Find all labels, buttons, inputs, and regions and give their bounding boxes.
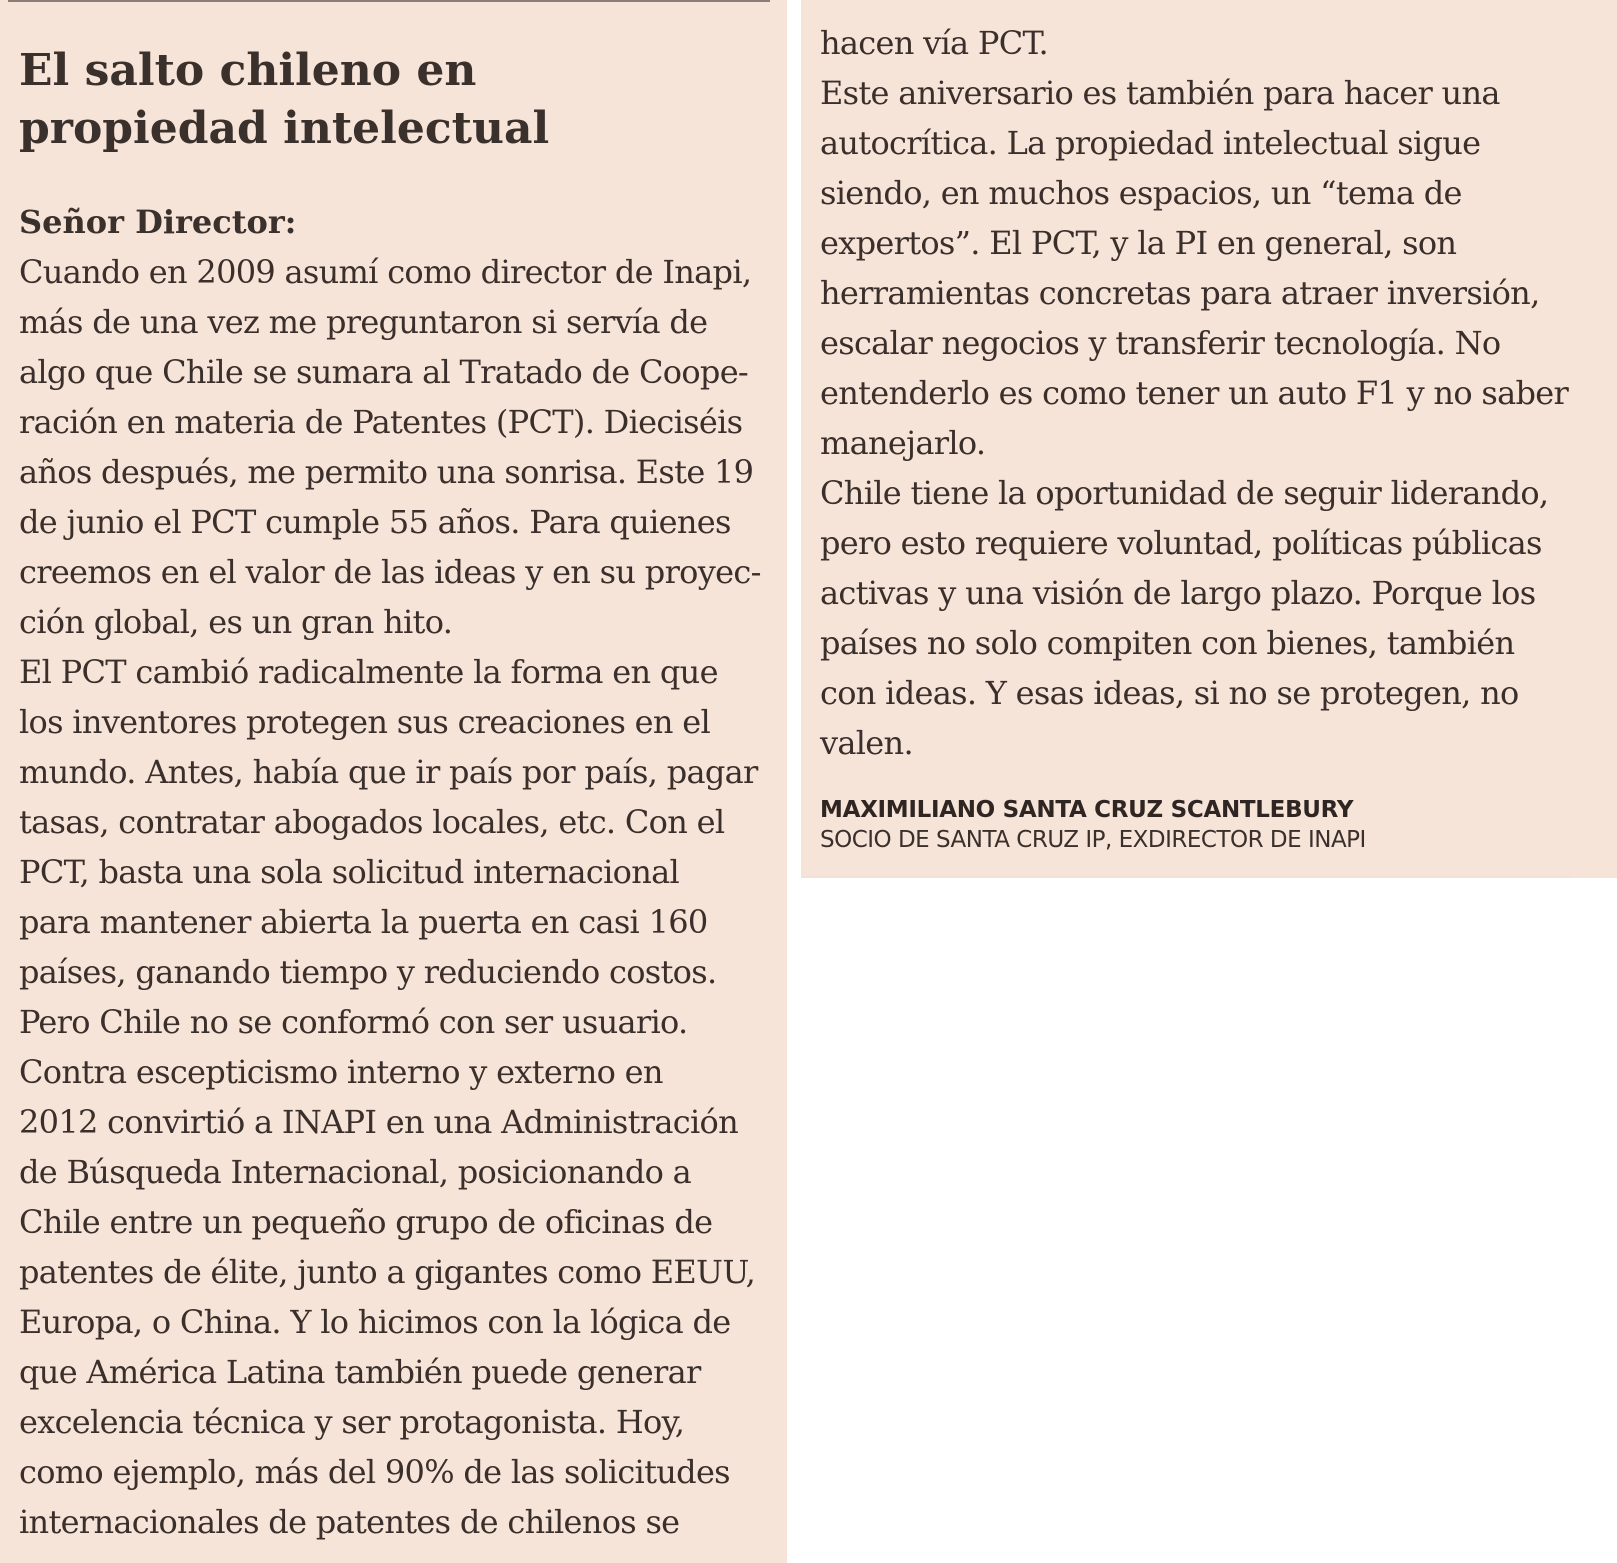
body-line: Chile entre un pequeño grupo de oficinas de (19, 1203, 713, 1241)
body-line: Pero Chile no se conformó con ser usuario. (19, 1003, 688, 1041)
body-line: ración en materia de Patentes (PCT). Dieciséis (19, 403, 743, 441)
body-line: PCT, basta una sola solicitud internacional (19, 853, 680, 891)
body-line: El PCT cambió radicalmente la forma en que (19, 653, 718, 691)
body-line: Este aniversario es también para hacer una (820, 74, 1500, 112)
body-line: países, ganando tiempo y reduciendo costos. (19, 953, 717, 991)
body-line: siendo, en muchos espacios, un “tema de (820, 174, 1462, 212)
body-line: Cuando en 2009 asumí como director de Inapi, (19, 253, 752, 291)
body-line: hacen vía PCT. (820, 24, 1048, 62)
body-line: años después, me permito una sonrisa. Este 19 (19, 453, 754, 491)
body-line: 2012 convirtió a INAPI en una Administración (19, 1103, 738, 1141)
body-line: Contra escepticismo interno y externo en (19, 1053, 663, 1091)
body-line: mundo. Antes, había que ir país por país, pagar (19, 753, 758, 791)
top-rule (8, 0, 770, 2)
body-line: países no solo compiten con bienes, también (820, 624, 1515, 662)
body-line: tasas, contratar abogados locales, etc. Con el (19, 803, 725, 841)
body-line: Europa, o China. Y lo hicimos con la lógica de (19, 1303, 731, 1341)
body-line: más de una vez me preguntaron si servía de (19, 303, 708, 341)
body-line: que América Latina también puede generar (19, 1353, 701, 1391)
body-line: de junio el PCT cumple 55 años. Para quienes (19, 503, 731, 541)
body-line: algo que Chile se sumara al Tratado de Coope- (19, 353, 749, 391)
salutation: Señor Director: (19, 203, 297, 241)
body-line: escalar negocios y transferir tecnología. No (820, 324, 1501, 362)
body-line: valen. (820, 724, 913, 762)
headline: El salto chileno en propiedad intelectual (19, 45, 550, 154)
letter-body-right (820, 18, 1568, 768)
body-line: los inventores protegen sus creaciones en el (19, 703, 711, 741)
author-role: SOCIO DE SANTA CRUZ IP, EXDIRECTOR DE INAPI (820, 827, 1366, 853)
letter-body-left (19, 247, 761, 1547)
body-line: activas y una visión de largo plazo. Porque los (820, 574, 1536, 612)
body-line: ción global, es un gran hito. (19, 603, 453, 641)
body-line: herramientas concretas para atraer inversión, (820, 274, 1540, 312)
body-line: internacionales de patentes de chilenos se (19, 1503, 680, 1541)
body-line: autocrítica. La propiedad intelectual sigue (820, 124, 1481, 162)
body-line: excelencia técnica y ser protagonista. Hoy, (19, 1403, 685, 1441)
body-line: entenderlo es como tener un auto F1 y no saber (820, 374, 1569, 412)
body-line: como ejemplo, más del 90% de las solicitudes (19, 1453, 730, 1491)
body-line: con ideas. Y esas ideas, si no se protegen, no (820, 674, 1519, 712)
body-line: de Búsqueda Internacional, posicionando a (19, 1153, 692, 1191)
body-line: expertos”. El PCT, y la PI en general, son (820, 224, 1457, 262)
signature-block (820, 795, 1366, 855)
body-line: manejarlo. (820, 424, 986, 462)
author-name: MAXIMILIANO SANTA CRUZ SCANTLEBURY (820, 797, 1354, 823)
body-line: Chile tiene la oportunidad de seguir liderando, (820, 474, 1549, 512)
letter-column-right (801, 0, 1617, 878)
bottom-rule (801, 876, 1571, 878)
body-line: patentes de élite, junto a gigantes como EEUU, (19, 1253, 756, 1291)
letter-column-left (0, 0, 787, 1563)
body-line: creemos en el valor de las ideas y en su proyec- (19, 553, 761, 591)
body-line: pero esto requiere voluntad, políticas públicas (820, 524, 1542, 562)
body-line: para mantener abierta la puerta en casi 160 (19, 903, 708, 941)
